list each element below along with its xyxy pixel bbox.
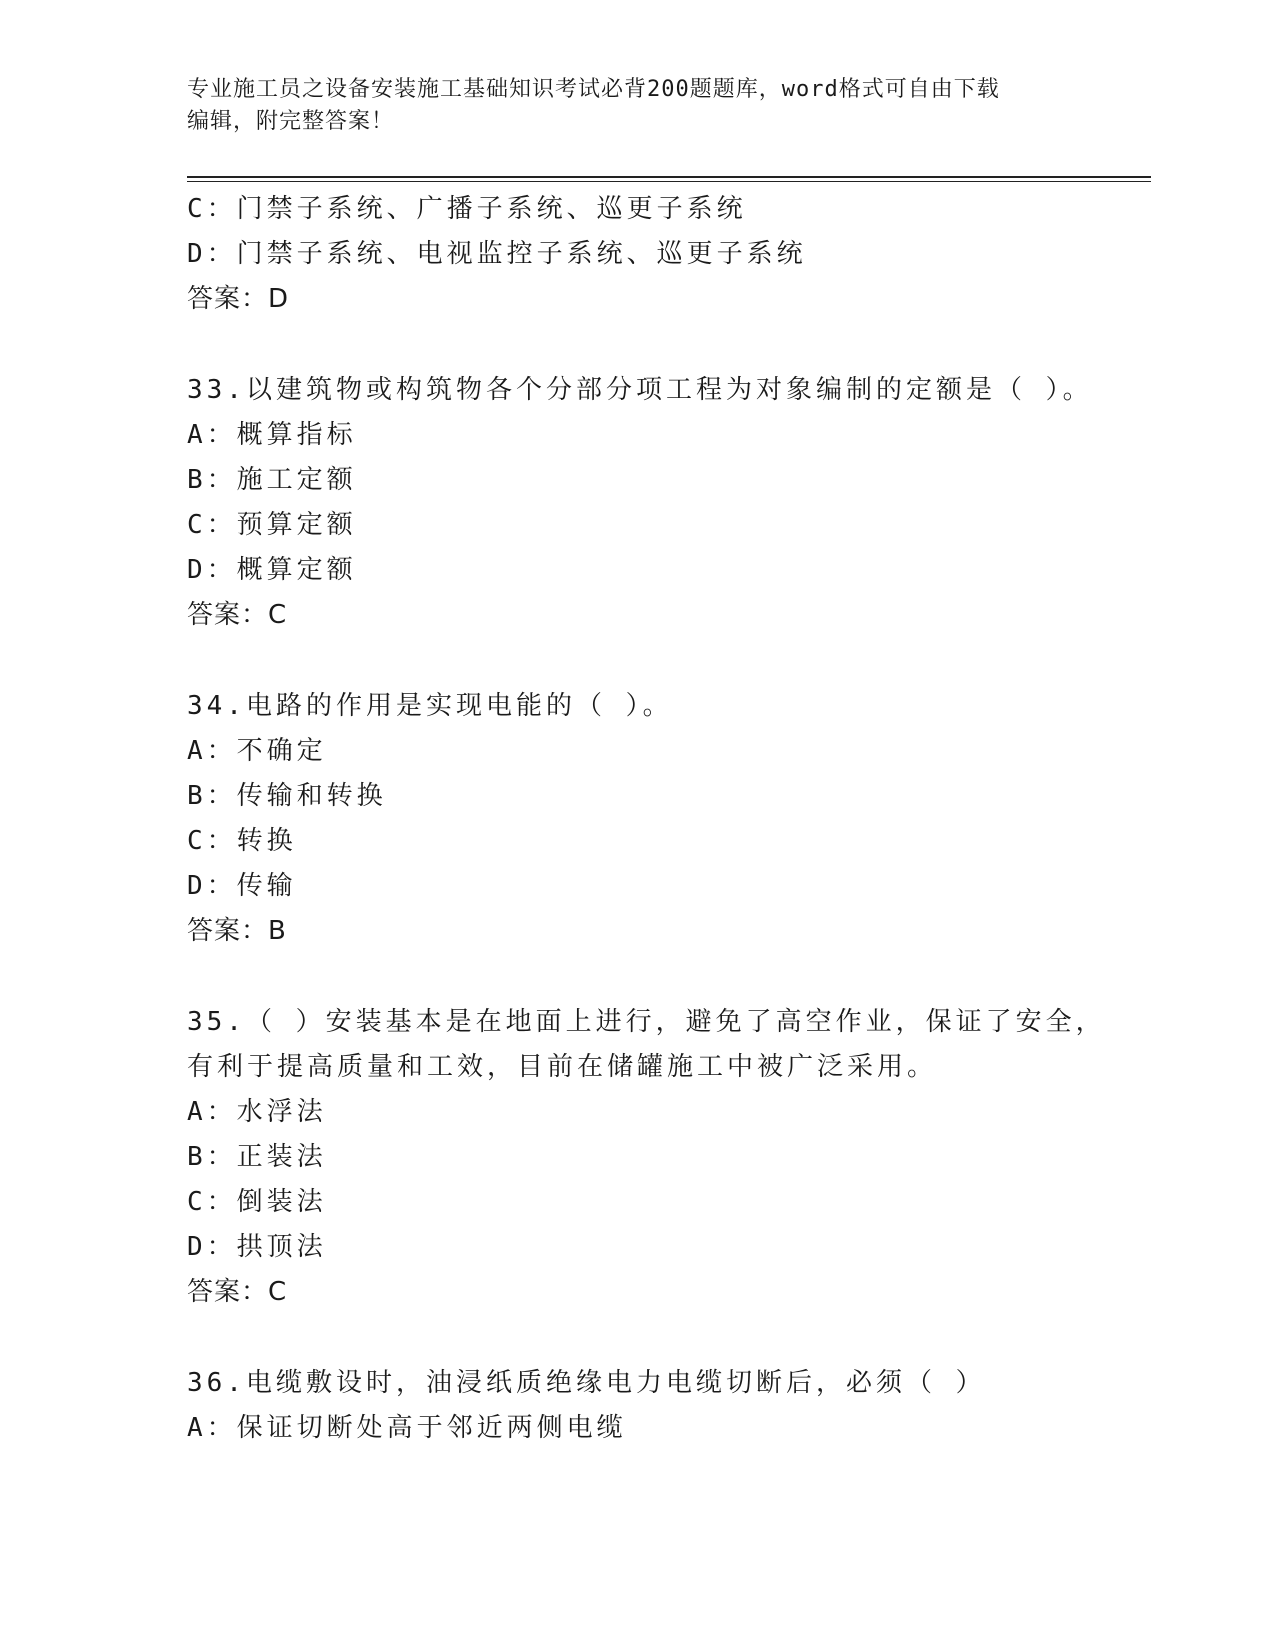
answer-q34: 答案：B: [187, 916, 287, 946]
option-a-q35: A：水浮法: [187, 1097, 327, 1127]
document-header: [187, 74, 1087, 138]
header-divider-thin: [187, 181, 1151, 182]
option-d-q35: D：拱顶法: [187, 1232, 327, 1262]
option-c-q33: C：预算定额: [187, 510, 357, 540]
answer-q32: 答案：D: [187, 284, 290, 314]
question-35-line-1: 35.（ ）安装基本是在地面上进行，避免了高空作业，保证了安全，: [187, 1007, 1106, 1037]
option-b-q35: B：正装法: [187, 1142, 327, 1172]
option-b-q33: B：施工定额: [187, 465, 357, 495]
question-36: 36.电缆敷设时，油浸纸质绝缘电力电缆切断后，必须（ ）: [187, 1368, 986, 1398]
option-a-q34: A：不确定: [187, 736, 327, 766]
option-d-q34: D：传输: [187, 871, 297, 901]
option-b-q34: B：传输和转换: [187, 781, 387, 811]
header-divider-thick: [187, 176, 1151, 178]
question-35-line-2: 有利于提高质量和工效，目前在储罐施工中被广泛采用。: [187, 1052, 938, 1082]
question-34: 34.电路的作用是实现电能的（ ）。: [187, 691, 673, 721]
answer-q33: 答案：C: [187, 600, 288, 630]
option-a-q33: A：概算指标: [187, 420, 357, 450]
header-line-2: 编辑，附完整答案！: [187, 109, 395, 134]
option-c-q32: C：门禁子系统、广播子系统、巡更子系统: [187, 194, 747, 224]
header-line-1: 专业施工员之设备安装施工基础知识考试必背200题题库，word格式可自由下载: [187, 77, 1000, 102]
question-33: 33.以建筑物或构筑物各个分部分项工程为对象编制的定额是（ ）。: [187, 375, 1093, 405]
option-a-q36: A：保证切断处高于邻近两侧电缆: [187, 1413, 627, 1443]
option-c-q34: C：转换: [187, 826, 297, 856]
option-c-q35: C：倒装法: [187, 1187, 327, 1217]
option-d-q33: D：概算定额: [187, 555, 357, 585]
option-d-q32: D：门禁子系统、电视监控子系统、巡更子系统: [187, 239, 807, 269]
answer-q35: 答案：C: [187, 1277, 288, 1307]
